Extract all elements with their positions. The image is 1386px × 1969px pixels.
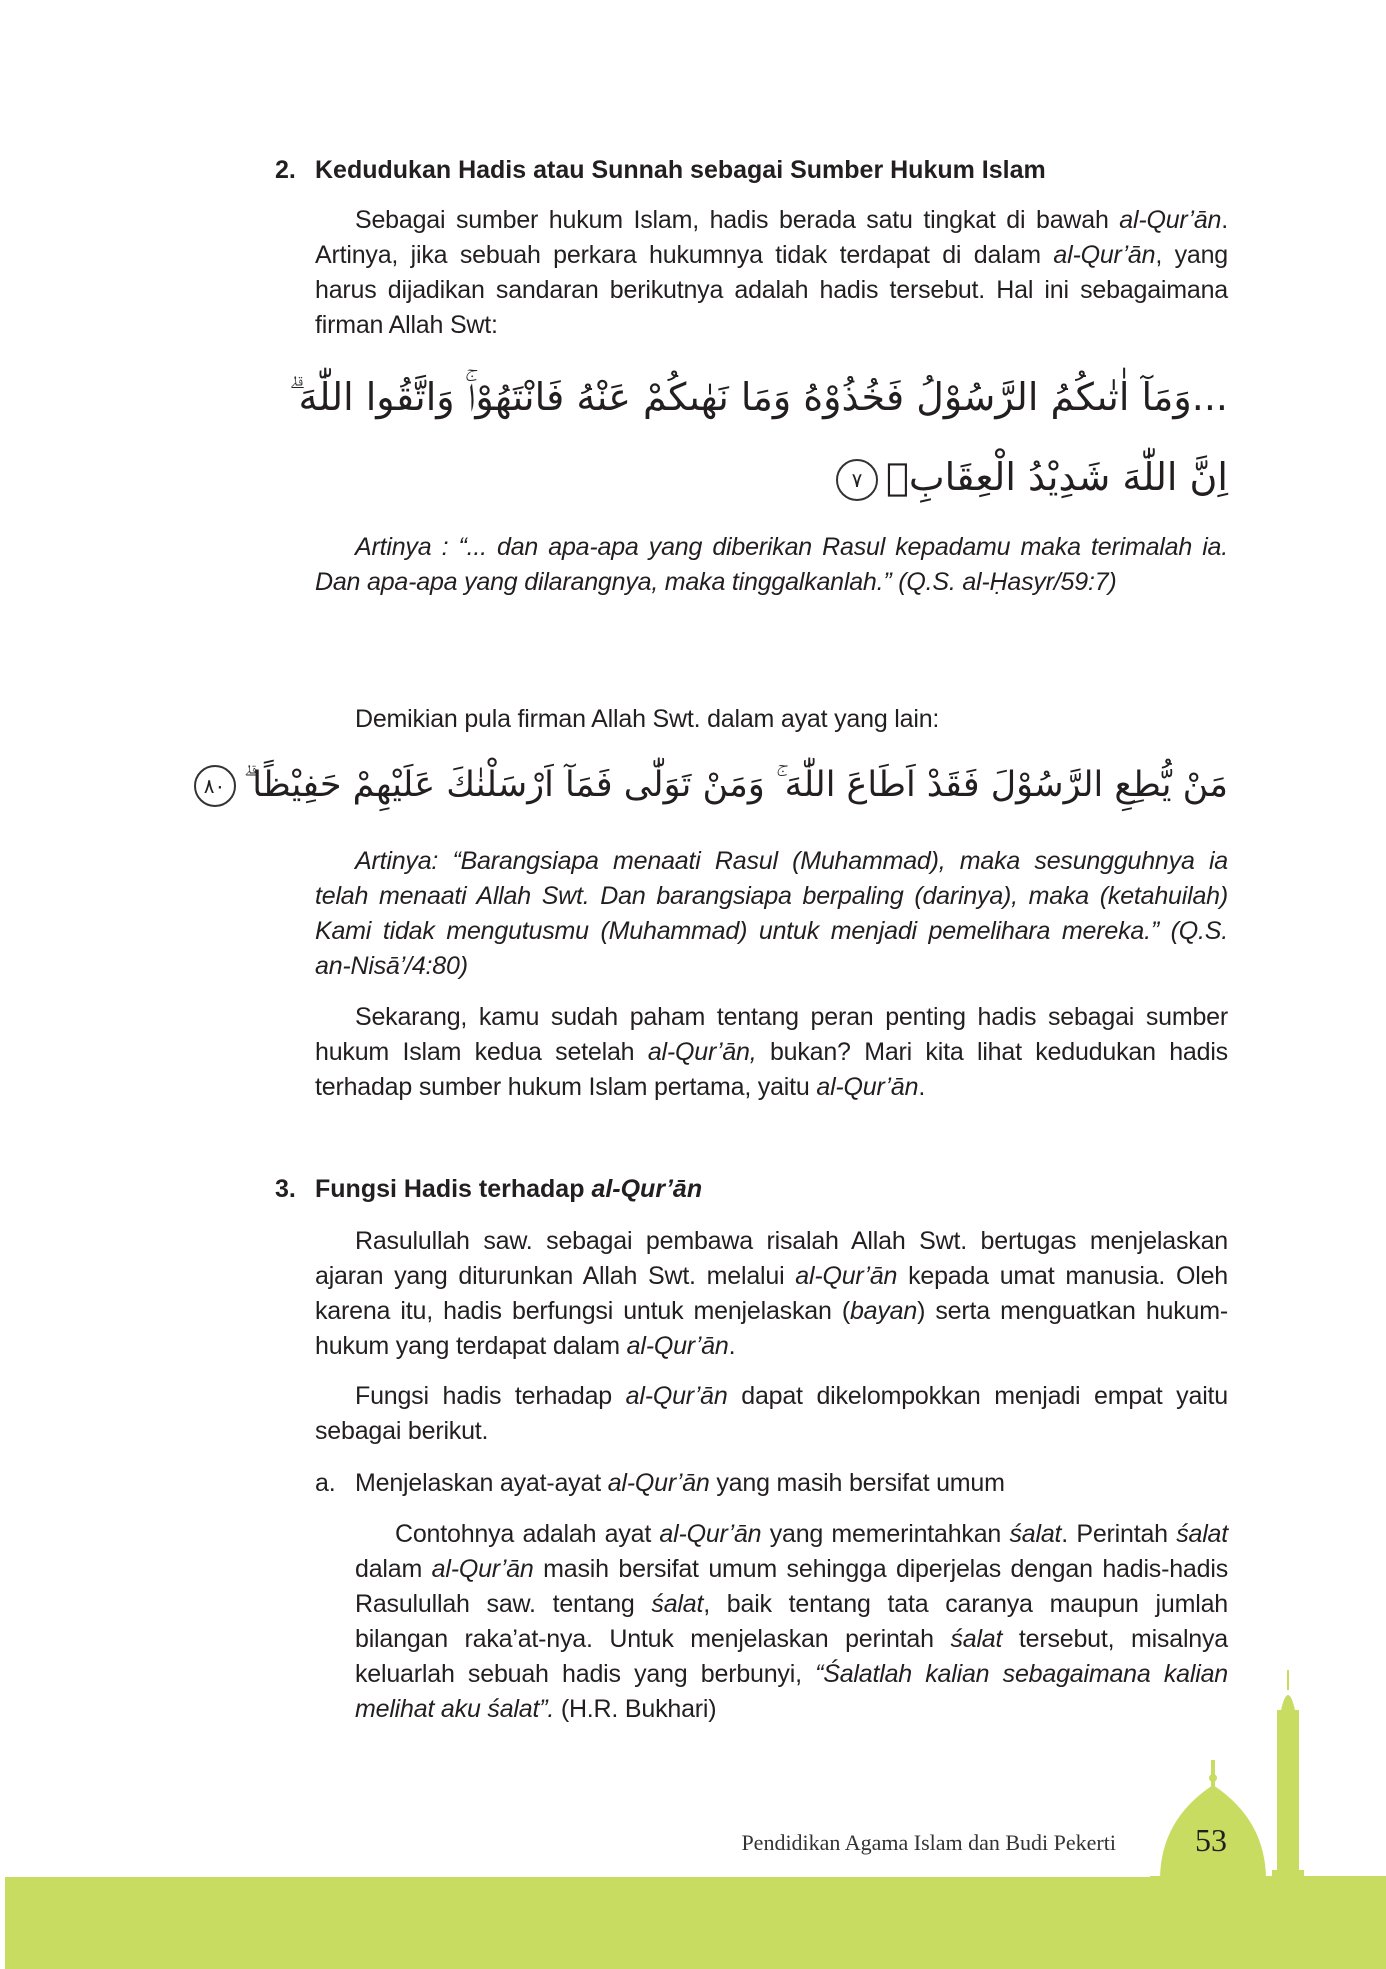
section-2-paragraph-1 xyxy=(315,203,1228,343)
text-segment: bukan? Mari kita lihat kedudukan hadis terhadap sumber hukum Islam pertama, yaitu xyxy=(315,1038,1228,1101)
arabic-verse-1-line-1: ...وَمَآ اٰتٰىكُمُ الرَّسُوْلُ فَخُذُوْهُ وَمَا نَهٰىكُمْ عَنْهُ فَانْتَهُوْاۚ وَاتَّقُوا اللّٰهَ ۗ xyxy=(289,375,1228,419)
text-segment: al-Qur’ān xyxy=(626,1332,729,1360)
text-segment: al-Qur’ān xyxy=(816,1073,919,1101)
text-segment: . xyxy=(918,1073,926,1101)
text-segment: śalat xyxy=(1176,1520,1228,1548)
section-2-heading: 2. Kedudukan Hadis atau Sunnah sebagai Sumber Hukum Islam xyxy=(275,156,1046,184)
text-segment: al-Qur’ān xyxy=(659,1520,762,1548)
text-segment: . xyxy=(728,1332,736,1360)
text-segment: śalat xyxy=(1009,1520,1062,1548)
text-segment: Sekarang, kamu sudah paham tentang peran penting hadis sebagai sumber hukum Islam kedua setelah xyxy=(315,1003,1228,1066)
book-title: Pendidikan Agama Islam dan Budi Pekerti xyxy=(741,1830,1116,1855)
text-segment: al-Qur’ān xyxy=(431,1555,534,1583)
text-segment: Rasulullah saw. sebagai pembawa risalah Allah Swt. bertugas menjelaskan ajaran yang diturunkan Allah Swt. melalui xyxy=(315,1227,1228,1290)
list-item-a: a. Menjelaskan ayat-ayat al-Qur’ān yang masih bersifat umum xyxy=(315,1469,1005,1497)
text-segment: al-Qur’ān, xyxy=(647,1038,757,1066)
section-2-paragraph-3 xyxy=(315,1000,1228,1105)
text-segment: Menjelaskan ayat-ayat xyxy=(355,1469,608,1497)
text-segment: Fungsi hadis terhadap xyxy=(355,1382,626,1410)
section-2-paragraph-2: Demikian pula firman Allah Swt. dalam ayat yang lain: xyxy=(355,705,940,733)
text-segment: . Perintah xyxy=(1061,1520,1177,1548)
text-segment: al-Qur’ān xyxy=(625,1382,728,1410)
text-segment: ) serta menguatkan hukum-hukum yang terdapat dalam xyxy=(315,1297,1228,1360)
text-segment: Contohnya adalah ayat xyxy=(395,1520,660,1548)
text-segment: kepada umat manusia. Oleh karena itu, hadis berfungsi untuk menjelaskan ( xyxy=(315,1262,1229,1325)
text-segment: bayan xyxy=(849,1297,918,1325)
text-segment: al-Qur’ān xyxy=(1119,206,1222,234)
text-segment: , yang harus dijadikan sandaran berikutnya adalah hadis tersebut. Hal ini sebagaimana firman Allah Swt: xyxy=(315,241,1229,339)
mosque-silhouette-icon xyxy=(1150,1660,1386,1969)
list-item-a-body xyxy=(355,1517,1228,1727)
section-3-paragraph-2 xyxy=(315,1379,1228,1449)
text-segment: (H.R. Bukhari) xyxy=(554,1695,717,1723)
arabic-verse-2: مَنْ يُّطِعِ الرَّسُوْلَ فَقَدْ اَطَاعَ اللّٰهَ ۚ وَمَنْ تَوَلّٰى فَمَآ اَرْسَلْنٰكَ عَلَيْهِمْ حَفِيْظًا ۗ٨٠ xyxy=(186,755,1228,815)
text-segment: . Artinya, jika sebuah perkara hukumnya tidak terdapat di dalam xyxy=(315,206,1228,269)
text-segment: dalam xyxy=(355,1555,432,1583)
ayah-number-marker: ٨٠ xyxy=(194,765,236,807)
text-segment: “Śalatlah kalian sebagaimana kalian melihat aku śalat”. xyxy=(355,1660,1228,1723)
section-3-paragraph-1 xyxy=(315,1224,1228,1364)
translation-1: Artinya : “... dan apa-apa yang diberikan Rasul kepadamu maka terimalah ia. Dan apa-apa yang dilarangnya, maka tinggalkanlah.” (Q.S. al-Ḥasyr/59:7) xyxy=(315,533,1228,596)
text-segment: yang memerintahkan xyxy=(761,1520,1010,1548)
text-segment: dapat dikelompokkan menjadi empat yaitu sebagai berikut. xyxy=(315,1382,1228,1445)
text-segment: masih bersifat umum sehingga diperjelas dengan hadis-hadis Rasulullah saw. tentang xyxy=(355,1555,1228,1618)
text-segment: śalat xyxy=(651,1590,704,1618)
arabic-verse-1-line-2: اِنَّ اللّٰهَ شَدِيْدُ الْعِقَابِۘ٧ xyxy=(828,447,1228,507)
text-segment: al-Qur’ān xyxy=(795,1262,898,1290)
text-segment: , baik tentang tata caranya maupun jumlah bilangan raka’at-nya. Untuk menjelaskan perintah xyxy=(355,1590,1228,1653)
text-segment: Sebagai sumber hukum Islam, hadis berada satu tingkat di bawah xyxy=(355,206,1120,234)
text-segment: śalat xyxy=(950,1625,1003,1653)
page-number: 53 xyxy=(1195,1822,1227,1858)
text-segment: yang masih bersifat umum xyxy=(709,1469,1005,1497)
ayah-number-marker: ٧ xyxy=(836,459,878,501)
translation-2: Artinya: “Barangsiapa menaati Rasul (Muhammad), maka sesungguhnya ia telah menaati Allah Swt. Dan barangsiapa berpaling (darinya), maka (ketahuilah) Kami tidak mengutusmu (Muhammad) untuk menjadi pemelihara mereka.” (Q.S. an-Nisā’/4:80) xyxy=(315,847,1228,980)
text-segment: tersebut, misalnya keluarlah sebuah hadis yang berbunyi, xyxy=(355,1625,1229,1688)
section-3-heading: 3. Fungsi Hadis terhadap al-Qur’ān xyxy=(275,1175,703,1203)
text-segment: al-Qur’ān xyxy=(1053,241,1156,269)
text-segment: al-Qur’ān xyxy=(607,1469,710,1497)
